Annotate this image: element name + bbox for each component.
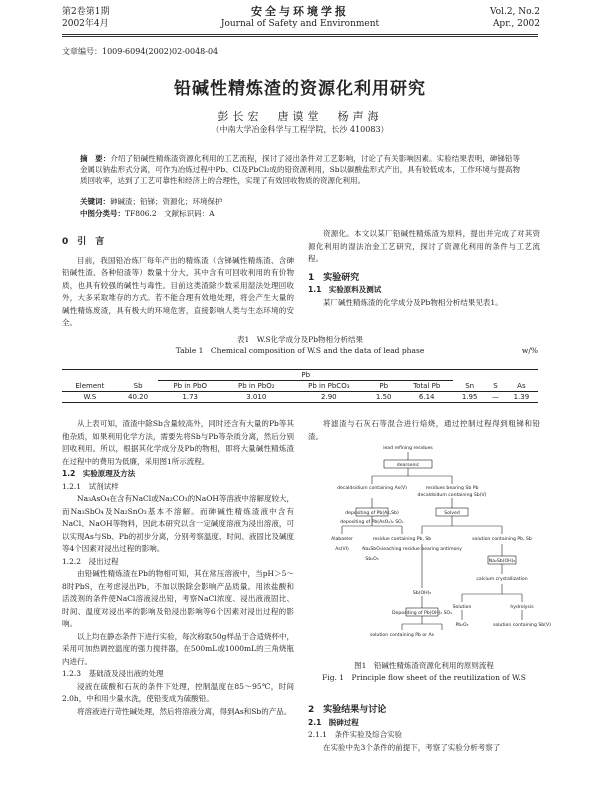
- flow-sheet-figure: [312, 438, 551, 648]
- header-right: [490, 6, 540, 30]
- body-paragraph: 将溶液进行苛性碱处理，然后将溶液分离，得到As和Sb的产品。: [77, 706, 292, 716]
- table-group-spacer: [486, 370, 505, 381]
- table-cell: 2.90: [290, 392, 367, 403]
- section-2-1: 2.1 脱砷过程: [308, 717, 359, 727]
- body-paragraph: Na₃AsO₄在含有NaCl或Na₂CO₃的NaOH等溶液中溶解度较大，而Na₃SbO₄及Na₂SnO₃基本不溶解。而砷碱性精炼渣液中含有NaCl、NaOH等物料，因此本研究以含一定碱度溶液为浸出溶液，可以实现As与Sb、Pb的初步分离，分别考察温度、时间、液固比及碱度等4个因素对浸出过程的影响。: [62, 494, 294, 553]
- table-cell: 1.50: [367, 392, 400, 403]
- table-cell: 6.14: [400, 392, 453, 403]
- abstract-text: 介绍了铅碱性精炼渣资源化利用的工艺流程，探讨了浸出条件对工艺影响，讨论了有关影响因素。实验结果表明，砷锑铅等金属以钠盐形式分离，可作为冶炼过程中Pb、Cl及PbCl₂成的铅资源利用，Sb以碳酸盐形式产出，具有较低成本，工作环境与提高物质回收率，达到了工艺可靠性和经济上的合理性，实现了有效回收物质的资源化利用。: [80, 154, 521, 185]
- table-group-row: [62, 370, 538, 381]
- table-header-cell: Pb in PbO₂: [222, 381, 290, 392]
- table-header-cell: Pb: [367, 381, 400, 392]
- flow-node-9: Alabaster: [331, 537, 353, 542]
- flow-node-19: Solution: [452, 605, 472, 610]
- figure-caption-cn: 图1 铅碱性精炼渣资源化利用的原则流程: [354, 661, 494, 670]
- flow-node-8: depositing of Pb(AsO₂)₂ SOₓ: [340, 520, 404, 525]
- flow-node-22: solution containing Pb or As: [369, 633, 435, 638]
- table-header-cell: Pb in PbO: [158, 381, 222, 392]
- flow-node-2: dearsenic: [396, 463, 420, 468]
- table-header-cell: Element: [62, 381, 118, 392]
- table-cell: —: [486, 392, 505, 403]
- table-cell: 1.95: [453, 392, 486, 403]
- table-caption-en: Table 1 Chemical composition of W.S and the data of lead phase: [175, 346, 425, 355]
- intro-paragraph: 目前，我国铅冶炼厂每年产出的精炼渣（含锑碱性精炼渣、含砷铅碱性渣、各种铅渣等）数量十分大，其中含有可回收利用的有价物质，也具有较强的碱性与毒性。目前这类渣除少数采用湿法处理回收外，大多采取堆存的方式。若不能合理有效地处理，将会产生大量的碱性精炼废渣，具有极大的环境危害，直接影响人类与生态环境的安全。: [62, 255, 294, 327]
- flow-node-18: Sb(OH)₅: [412, 591, 432, 596]
- classification: [80, 208, 520, 219]
- table-row: [62, 392, 538, 403]
- results-column: [308, 704, 540, 754]
- flow-node-17: calcium crystallization: [476, 577, 528, 582]
- results-heading: 2 实验结果与讨论: [308, 705, 387, 715]
- volume-en: Vol.2, No.2: [489, 7, 540, 17]
- header-rule: [62, 34, 538, 35]
- classification-label: 中图分类号：: [80, 209, 125, 218]
- table-group-spacer: [505, 370, 538, 381]
- flow-node-20: Depositing of Pb(OH)₂ SO₄: [391, 611, 453, 616]
- keywords-text: 砷碱渣；铅锑；资源化；环境保护: [110, 197, 223, 206]
- table-group-spacer: [62, 370, 118, 381]
- section-1-1: 1.1 实验原料及测试: [308, 285, 382, 294]
- flow-node-3: decaldsidium containing As(V): [337, 486, 407, 491]
- table-group-header: Pb: [158, 370, 453, 381]
- flow-node-11: leaching residue bearing antimony: [381, 547, 463, 552]
- flow-node-4: residues bearing Sb Pb: [425, 486, 479, 491]
- intro-right-column: [308, 228, 540, 309]
- flow-node-1: lead refining residues: [383, 446, 433, 451]
- body-paragraph: 由铅碱性精炼渣在Pb的物相可知，其在常压溶液中，当pH＞5～8时PbS，在考虑浸出Pb，不加以脱除会影响产品质量。用浓盐酸和活泼剂的条件使NaCl溶液浸出铅，考察NaCl浓度、浸出液液固比、时间、温度对浸出率的影响及铅浸出影响等6个因素对浸出过程的影响。: [62, 569, 294, 628]
- table-cell: 1.73: [158, 392, 222, 403]
- keywords-label: 关键词：: [80, 197, 110, 206]
- flow-node-6: depositing of Pb(As,Sb): [345, 511, 399, 516]
- authors: 彭长宏 唐谟堂 杨声海: [217, 110, 383, 123]
- table-caption-cn: 表1 W.S化学成分及Pb物相分析结果: [236, 335, 364, 344]
- intro-left-column: [62, 236, 294, 330]
- table-header-cell: Sb: [118, 381, 159, 392]
- flow-node-16: Na₂Sb(OH)₆: [488, 559, 516, 564]
- intro-heading: 0 引 言: [62, 237, 105, 247]
- figure-caption-en: Fig. 1 Principle flow sheet of the reutilization of W.S: [322, 673, 526, 682]
- flow-node-5: decaldsidum containing Sb(V): [417, 493, 487, 498]
- table-cell: W.S: [62, 392, 118, 403]
- table-header-cell: Total Pb: [400, 381, 453, 392]
- table-header-row: [62, 381, 538, 392]
- table-header-cell: Sn: [453, 381, 486, 392]
- section-1-2-3: 1.2.3 基础渣及浸出液的处理: [62, 669, 164, 678]
- issue-date: 2002年4月: [62, 19, 109, 29]
- flow-node-24: solution containing Sb(V): [493, 623, 551, 628]
- flow-node-15: Sb₂O₃: [365, 557, 379, 562]
- body-paragraph: 以上均在静态条件下进行实验，每次称取50g样品于合适烧杯中，采用可加热调控温度的强力搅拌器，在500mL或1000mL的三角烧瓶内进行。: [62, 631, 294, 666]
- journal-name-cn: 安全与环境学报: [251, 5, 349, 18]
- section-1-2: 1.2 实验原理及方法: [62, 469, 136, 478]
- table-cell: 40.20: [118, 392, 159, 403]
- table-group-spacer: [453, 370, 486, 381]
- flow-node-13: As(VI): [335, 547, 349, 552]
- composition-table: [62, 369, 538, 403]
- header-rule-2: [62, 36, 538, 37]
- abstract-label: 摘 要：: [80, 154, 111, 163]
- table-unit: w/%: [521, 346, 538, 355]
- flow-node-23: Pb₂O₃: [455, 623, 469, 628]
- body-paragraph: 从上表可知，渣渣中除Sb含量较高外，同时还含有大量的Pb等其他杂质，如果利用化学方法，需要先将Sb与Pb等杂质分离，然后分别回收利用。所以，根据其化学成分及Pb的物相，即将大量碱性精炼渣在过程中的费用为低廉，采用图1所示流程。: [62, 419, 294, 466]
- affiliation: （中南大学冶金科学与工程学院，长沙 410083）: [211, 125, 389, 134]
- classification-text: TF806.2 文献标识码：A: [125, 209, 215, 218]
- flow-node-10: residue containing Pb, Sb: [372, 537, 432, 542]
- keywords: [80, 196, 520, 207]
- body-paragraph: 在实验中先3个条件的前提下，考察了实验分析考察了: [323, 742, 501, 752]
- table-header-cell: S: [486, 381, 505, 392]
- flow-node-12: solution containing Pb, Sb: [472, 537, 532, 542]
- abstract: [80, 153, 520, 186]
- flow-node-21: hydrolysis: [510, 605, 534, 610]
- paper-title: 铅碱性精炼渣的资源化利用研究: [174, 79, 426, 99]
- flow-node-7: Solved: [444, 511, 460, 516]
- table-header-cell: Pb in PbCO₃: [290, 381, 367, 392]
- table-group-spacer: [118, 370, 159, 381]
- section-1-1-text: 某厂碱性精炼渣的化学成分及Pb物相分析结果见表1。: [323, 297, 503, 307]
- method-left-column: [62, 418, 294, 718]
- section-1-2-2: 1.2.2 浸出过程: [62, 556, 119, 566]
- table-cell: 3.010: [222, 392, 290, 403]
- section-2-1-1: 2.1.1 条件实验及综合实验: [308, 730, 403, 739]
- flow-node-14: Na₂SbO₃: [362, 547, 382, 552]
- body-paragraph: 浸液在硫酸和石灰的条件下处理，控制温度在85～95℃，时间2.0h，中和用少量水洗，使铅变成为硫酸铅。: [62, 681, 294, 703]
- date-en: Apr., 2002: [492, 19, 540, 29]
- table-cell: 1.39: [505, 392, 538, 403]
- table-header-cell: As: [505, 381, 538, 392]
- body-paragraph: 将滤渣与石灰石等混合进行焙烧，通过控制过程得到粗锑和铅渣。: [308, 419, 540, 441]
- section-1-2-1: 1.2.1 试剂试样: [62, 481, 119, 491]
- document-number: 文章编号：1009-6094(2002)02-0048-04: [62, 47, 219, 56]
- journal-name-en: Journal of Safety and Environment: [220, 19, 380, 29]
- intro-continuation: 资源化。本文以某厂铅碱性精炼渣为原料，提出并完成了对其资源化利用的湿法冶金工艺研究，探讨了资源化利用的条件与工艺流程。: [308, 229, 540, 263]
- volume-issue: 第2卷第1期: [62, 7, 110, 17]
- experiment-heading: 1 实验研究: [308, 272, 360, 283]
